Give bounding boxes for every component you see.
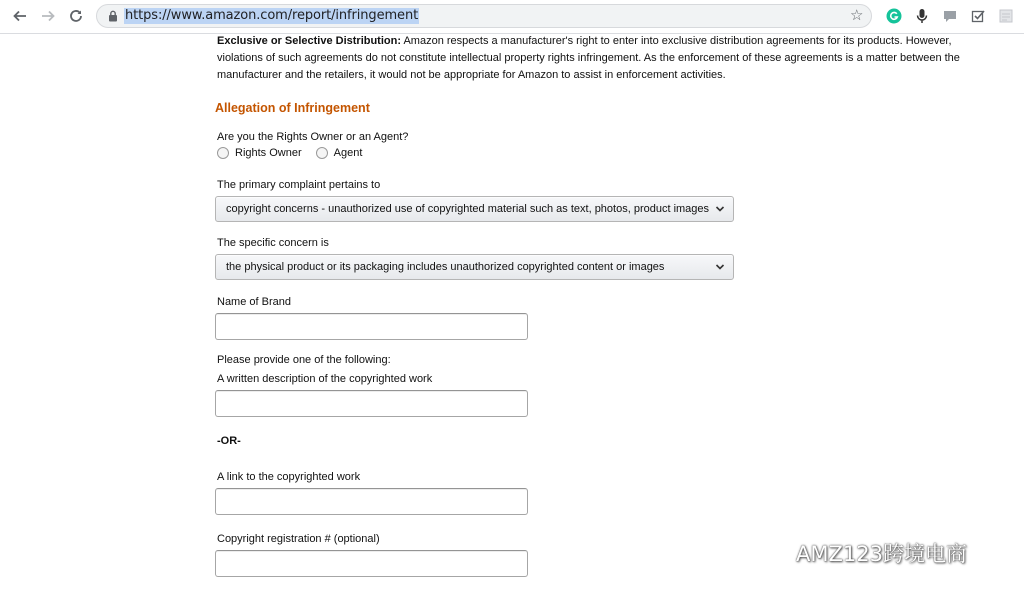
rights-owner-radio[interactable] <box>217 147 229 159</box>
link-input[interactable] <box>215 488 528 515</box>
chat-icon[interactable] <box>942 8 958 24</box>
page-content <box>0 33 1024 598</box>
intro-paragraph <box>217 33 987 84</box>
watermark-text: AMZ123跨境电商 <box>796 542 967 566</box>
primary-complaint-label: The primary complaint pertains to <box>217 179 381 191</box>
chevron-down-icon <box>715 204 725 214</box>
star-icon[interactable]: ☆ <box>850 7 864 24</box>
checkbox-icon[interactable] <box>970 8 986 24</box>
watermark <box>752 537 967 569</box>
lock-icon[interactable] <box>107 10 119 22</box>
specific-concern-select[interactable] <box>215 254 734 280</box>
specific-concern-value: the physical product or its packaging includes unauthorized copyrighted content or images <box>226 261 665 273</box>
url-text[interactable]: https://www.amazon.com/report/infringement <box>125 8 419 23</box>
extension-icon[interactable] <box>998 8 1014 24</box>
description-input[interactable] <box>215 390 528 417</box>
rights-owner-label[interactable]: Rights Owner <box>235 147 302 159</box>
grammarly-icon[interactable] <box>886 8 902 24</box>
agent-label[interactable]: Agent <box>333 147 363 159</box>
browser-toolbar <box>0 0 1024 34</box>
role-question: Are you the Rights Owner or an Agent? <box>217 131 409 143</box>
reload-icon[interactable] <box>66 6 86 26</box>
intro-body: Amazon respects a manufacturer's right to enter into exclusive distribution agreements for its products. However, violations of such agreements do not constitute intellectual property rights infringement. As the enforcement of these agreements is a matter between the manufacturer and the retailers, it would not be appropriate for Amazon to assist in enforcement activities. <box>217 35 960 81</box>
wechat-icon <box>752 538 790 568</box>
agent-radio[interactable] <box>316 147 328 159</box>
specific-concern-label: The specific concern is <box>217 237 329 249</box>
link-label: A link to the copyrighted work <box>217 471 361 483</box>
intro-heading: Exclusive or Selective Distribution: <box>217 35 402 47</box>
primary-complaint-value: copyright concerns - unauthorized use of copyrighted material such as text, photos, product images <box>226 203 710 215</box>
brand-input[interactable] <box>215 313 528 340</box>
description-label: A written description of the copyrighted work <box>217 373 433 385</box>
primary-complaint-select[interactable] <box>215 196 734 222</box>
or-separator: -OR- <box>217 435 241 447</box>
chevron-down-icon <box>715 262 725 272</box>
back-icon[interactable] <box>10 6 30 26</box>
section-title: Allegation of Infringement <box>215 101 370 115</box>
registration-label: Copyright registration # (optional) <box>217 533 380 545</box>
registration-input[interactable] <box>215 550 528 577</box>
provide-label: Please provide one of the following: <box>217 354 391 366</box>
microphone-icon[interactable] <box>914 8 930 24</box>
forward-icon[interactable] <box>38 6 58 26</box>
brand-label: Name of Brand <box>217 296 291 308</box>
role-radio-group <box>217 147 376 159</box>
